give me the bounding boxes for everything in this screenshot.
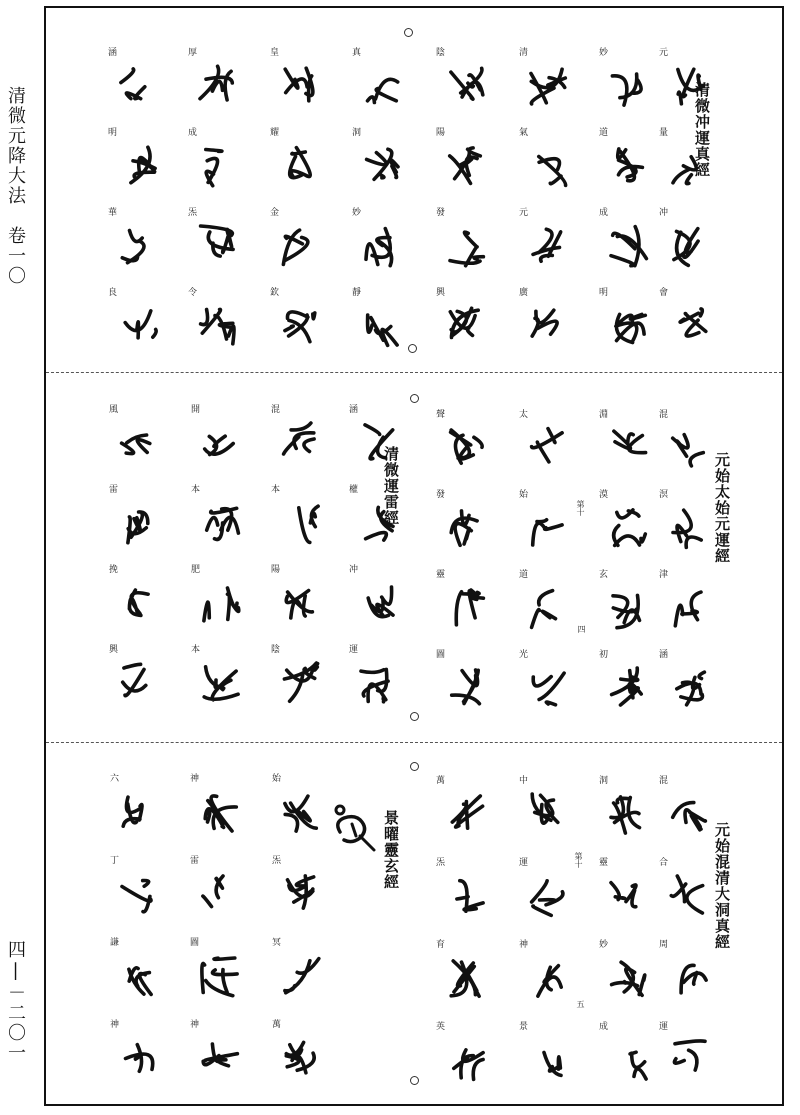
regular-script-annotation: 冲 bbox=[659, 208, 669, 218]
regular-script-annotation: 光 bbox=[519, 650, 529, 660]
seal-glyph-cell bbox=[105, 485, 161, 565]
regular-script-annotation: 神 bbox=[190, 774, 200, 784]
seal-glyph-cell bbox=[104, 48, 160, 128]
regular-script-annotation: 風 bbox=[109, 405, 119, 415]
seal-glyph-cell bbox=[595, 776, 651, 858]
regular-script-annotation: 神 bbox=[110, 1020, 120, 1030]
seal-glyph-cell bbox=[104, 288, 160, 368]
page-number: 四|－二〇一 bbox=[5, 940, 26, 1063]
seal-glyph-cell bbox=[345, 565, 401, 645]
binding-hole bbox=[410, 394, 419, 403]
seal-glyph-cell bbox=[655, 208, 711, 288]
seal-glyph-cell bbox=[266, 48, 322, 128]
seal-glyph-cell bbox=[266, 208, 322, 288]
regular-script-annotation: 周 bbox=[659, 940, 669, 950]
regular-script-annotation: 開 bbox=[191, 405, 201, 415]
regular-script-annotation: 成 bbox=[599, 1022, 609, 1032]
seal-glyph-cell bbox=[515, 776, 571, 858]
seal-glyph-cell bbox=[432, 208, 488, 288]
seal-glyph-cell bbox=[595, 858, 651, 940]
seal-glyph-cell bbox=[515, 48, 571, 128]
regular-script-annotation: 真 bbox=[352, 48, 362, 58]
regular-script-annotation: 洞 bbox=[352, 128, 362, 138]
book-title-margin: 清微元降大法 卷一〇 bbox=[5, 86, 26, 286]
regular-script-annotation: 陰 bbox=[436, 48, 446, 58]
regular-script-annotation: 混 bbox=[659, 776, 669, 786]
seal-glyph-cell bbox=[267, 645, 323, 725]
seal-glyph-cell bbox=[515, 858, 571, 940]
regular-script-annotation: 漠 bbox=[599, 490, 609, 500]
regular-script-annotation: 涵 bbox=[108, 48, 118, 58]
seal-glyph-cell bbox=[515, 410, 571, 490]
seal-glyph-cell bbox=[432, 1022, 488, 1104]
regular-script-annotation: 運 bbox=[349, 645, 359, 655]
regular-script-annotation: 厚 bbox=[188, 48, 198, 58]
regular-script-annotation: 景 bbox=[519, 1022, 529, 1032]
seal-glyph-cell bbox=[345, 485, 401, 565]
regular-script-annotation: 圖 bbox=[190, 938, 200, 948]
seal-glyph-cell bbox=[266, 128, 322, 208]
seal-glyph-cell bbox=[187, 645, 243, 725]
regular-script-annotation: 明 bbox=[108, 128, 118, 138]
regular-script-annotation: 始 bbox=[272, 774, 282, 784]
regular-script-annotation: 英 bbox=[436, 1022, 446, 1032]
regular-script-annotation: 清 bbox=[519, 48, 529, 58]
regular-script-annotation: 洞 bbox=[599, 776, 609, 786]
sequence-note: 第十 bbox=[576, 500, 585, 516]
seal-glyph-cell bbox=[515, 128, 571, 208]
seal-glyph-cell bbox=[655, 858, 711, 940]
seal-glyph-cell bbox=[104, 208, 160, 288]
sequence-note: 四 bbox=[577, 625, 586, 633]
regular-script-annotation: 雷 bbox=[190, 856, 200, 866]
regular-script-annotation: 混 bbox=[271, 405, 281, 415]
binding-hole bbox=[410, 1076, 419, 1085]
seal-glyph-cell bbox=[345, 405, 401, 485]
seal-glyph-cell bbox=[655, 570, 711, 650]
seal-glyph-cell bbox=[267, 565, 323, 645]
section-title-yunlei: 清微運雷經 bbox=[382, 446, 400, 526]
regular-script-annotation: 太 bbox=[519, 410, 529, 420]
regular-script-annotation: 成 bbox=[599, 208, 609, 218]
seal-glyph-cell bbox=[432, 410, 488, 490]
seal-glyph-cell bbox=[184, 288, 240, 368]
section-divider-top bbox=[46, 372, 782, 373]
seal-glyph-cell bbox=[106, 856, 162, 938]
seal-glyph-cell bbox=[655, 490, 711, 570]
regular-script-annotation: 明 bbox=[599, 288, 609, 298]
seal-glyph-cell bbox=[595, 650, 651, 730]
regular-script-annotation: 靈 bbox=[599, 858, 609, 868]
regular-script-annotation: 成 bbox=[188, 128, 198, 138]
seal-glyph-cell bbox=[432, 490, 488, 570]
regular-script-annotation: 合 bbox=[659, 858, 669, 868]
regular-script-annotation: 興 bbox=[109, 645, 119, 655]
regular-script-annotation: 神 bbox=[190, 1020, 200, 1030]
regular-script-annotation: 本 bbox=[191, 645, 201, 655]
seal-glyph-cell bbox=[515, 1022, 571, 1104]
seal-glyph-special bbox=[330, 800, 378, 860]
regular-script-annotation: 初 bbox=[599, 650, 609, 660]
seal-glyph-cell bbox=[595, 490, 651, 570]
regular-script-annotation: 廣 bbox=[519, 288, 529, 298]
regular-script-annotation: 炁 bbox=[188, 208, 198, 218]
seal-glyph-cell bbox=[655, 650, 711, 730]
regular-script-annotation: 欽 bbox=[270, 288, 280, 298]
seal-glyph-cell bbox=[345, 645, 401, 725]
seal-glyph-cell bbox=[186, 774, 242, 856]
seal-glyph-cell bbox=[106, 1020, 162, 1102]
regular-script-annotation: 炁 bbox=[272, 856, 282, 866]
seal-glyph-cell bbox=[515, 288, 571, 368]
section-title-jingyao: 景曜靈玄經 bbox=[382, 810, 400, 890]
regular-script-annotation: 道 bbox=[599, 128, 609, 138]
regular-script-annotation: 陽 bbox=[271, 565, 281, 575]
regular-script-annotation: 冲 bbox=[349, 565, 359, 575]
seal-glyph-cell bbox=[187, 405, 243, 485]
seal-glyph-cell bbox=[186, 1020, 242, 1102]
binding-hole bbox=[410, 712, 419, 721]
regular-script-annotation: 量 bbox=[659, 128, 669, 138]
seal-glyph-cell bbox=[595, 940, 651, 1022]
regular-script-annotation: 陽 bbox=[436, 128, 446, 138]
regular-script-annotation: 妙 bbox=[599, 48, 609, 58]
seal-glyph-cell bbox=[595, 128, 651, 208]
regular-script-annotation: 靜 bbox=[352, 288, 362, 298]
seal-glyph-cell bbox=[187, 565, 243, 645]
seal-glyph-cell bbox=[105, 565, 161, 645]
regular-script-annotation: 中 bbox=[519, 776, 529, 786]
regular-script-annotation: 始 bbox=[519, 490, 529, 500]
seal-glyph-cell bbox=[515, 570, 571, 650]
regular-script-annotation: 權 bbox=[349, 485, 359, 495]
regular-script-annotation: 涵 bbox=[349, 405, 359, 415]
sequence-note: 第十 bbox=[574, 852, 583, 868]
regular-script-annotation: 圖 bbox=[436, 650, 446, 660]
regular-script-annotation: 運 bbox=[519, 858, 529, 868]
seal-glyph-cell bbox=[106, 774, 162, 856]
seal-glyph-cell bbox=[186, 856, 242, 938]
regular-script-annotation: 會 bbox=[659, 288, 669, 298]
sequence-note: 五 bbox=[576, 1000, 585, 1008]
regular-script-annotation: 本 bbox=[271, 485, 281, 495]
regular-script-annotation: 妙 bbox=[352, 208, 362, 218]
seal-glyph-cell bbox=[268, 856, 324, 938]
seal-glyph-cell bbox=[268, 938, 324, 1020]
seal-glyph-cell bbox=[595, 288, 651, 368]
regular-script-annotation: 玄 bbox=[599, 570, 609, 580]
regular-script-annotation: 元 bbox=[659, 48, 669, 58]
seal-glyph-cell bbox=[655, 410, 711, 490]
seal-glyph-cell bbox=[595, 570, 651, 650]
seal-glyph-cell bbox=[432, 776, 488, 858]
regular-script-annotation: 運 bbox=[659, 1022, 669, 1032]
regular-script-annotation: 淵 bbox=[599, 410, 609, 420]
seal-glyph-cell bbox=[655, 776, 711, 858]
regular-script-annotation: 靈 bbox=[436, 570, 446, 580]
seal-glyph-cell bbox=[432, 48, 488, 128]
regular-script-annotation: 皇 bbox=[270, 48, 280, 58]
seal-glyph-cell bbox=[348, 48, 404, 128]
binding-hole bbox=[408, 344, 417, 353]
regular-script-annotation: 冥 bbox=[272, 938, 282, 948]
seal-glyph-cell bbox=[515, 490, 571, 570]
seal-glyph-cell bbox=[595, 208, 651, 288]
section-title-hunqing: 元始混清大洞真經 bbox=[713, 822, 731, 950]
seal-glyph-cell bbox=[268, 774, 324, 856]
seal-glyph-cell bbox=[267, 485, 323, 565]
seal-glyph-cell bbox=[595, 1022, 651, 1104]
seal-glyph-cell bbox=[348, 208, 404, 288]
seal-glyph-cell bbox=[267, 405, 323, 485]
regular-script-annotation: 六 bbox=[110, 774, 120, 784]
seal-glyph-cell bbox=[432, 288, 488, 368]
regular-script-annotation: 良 bbox=[108, 288, 118, 298]
seal-glyph-cell bbox=[266, 288, 322, 368]
seal-glyph-cell bbox=[106, 938, 162, 1020]
seal-glyph-cell bbox=[515, 940, 571, 1022]
seal-glyph-cell bbox=[105, 645, 161, 725]
seal-glyph-cell bbox=[105, 405, 161, 485]
seal-glyph-cell bbox=[655, 48, 711, 128]
regular-script-annotation: 育 bbox=[436, 940, 446, 950]
seal-glyph-cell bbox=[595, 410, 651, 490]
regular-script-annotation: 本 bbox=[191, 485, 201, 495]
regular-script-annotation: 發 bbox=[436, 490, 446, 500]
seal-glyph-cell bbox=[184, 208, 240, 288]
regular-script-annotation: 肥 bbox=[191, 565, 201, 575]
seal-glyph-cell bbox=[348, 128, 404, 208]
seal-glyph-cell bbox=[655, 940, 711, 1022]
regular-script-annotation: 令 bbox=[188, 288, 198, 298]
seal-glyph-cell bbox=[432, 570, 488, 650]
regular-script-annotation: 萬 bbox=[436, 776, 446, 786]
regular-script-annotation: 氣 bbox=[519, 128, 529, 138]
seal-glyph-cell bbox=[186, 938, 242, 1020]
regular-script-annotation: 聲 bbox=[436, 410, 446, 420]
seal-glyph-cell bbox=[515, 650, 571, 730]
regular-script-annotation: 溟 bbox=[659, 490, 669, 500]
seal-glyph-cell bbox=[104, 128, 160, 208]
seal-glyph-cell bbox=[268, 1020, 324, 1102]
seal-glyph-cell bbox=[187, 485, 243, 565]
regular-script-annotation: 混 bbox=[659, 410, 669, 420]
seal-glyph-cell bbox=[515, 208, 571, 288]
regular-script-annotation: 丁 bbox=[110, 856, 120, 866]
regular-script-annotation: 陰 bbox=[271, 645, 281, 655]
regular-script-annotation: 炁 bbox=[436, 858, 446, 868]
section-title-chongyun: 清微冲運真經 bbox=[693, 82, 711, 178]
seal-glyph-cell bbox=[655, 1022, 711, 1104]
seal-glyph-cell bbox=[432, 650, 488, 730]
regular-script-annotation: 耀 bbox=[270, 128, 280, 138]
regular-script-annotation: 萬 bbox=[272, 1020, 282, 1030]
regular-script-annotation: 涵 bbox=[659, 650, 669, 660]
regular-script-annotation: 發 bbox=[436, 208, 446, 218]
regular-script-annotation: 雷 bbox=[109, 485, 119, 495]
seal-glyph-cell bbox=[184, 48, 240, 128]
regular-script-annotation: 興 bbox=[436, 288, 446, 298]
regular-script-annotation: 華 bbox=[108, 208, 118, 218]
seal-glyph-cell bbox=[655, 288, 711, 368]
binding-hole bbox=[404, 28, 413, 37]
binding-hole bbox=[410, 762, 419, 771]
regular-script-annotation: 謙 bbox=[110, 938, 120, 948]
regular-script-annotation: 挽 bbox=[109, 565, 119, 575]
regular-script-annotation: 金 bbox=[270, 208, 280, 218]
seal-glyph-cell bbox=[595, 48, 651, 128]
seal-glyph-cell bbox=[655, 128, 711, 208]
section-title-taishi: 元始太始元運經 bbox=[713, 452, 731, 564]
regular-script-annotation: 元 bbox=[519, 208, 529, 218]
regular-script-annotation: 道 bbox=[519, 570, 529, 580]
seal-glyph-cell bbox=[432, 128, 488, 208]
regular-script-annotation: 津 bbox=[659, 570, 669, 580]
seal-glyph-cell bbox=[432, 858, 488, 940]
regular-script-annotation: 妙 bbox=[599, 940, 609, 950]
seal-glyph-cell bbox=[348, 288, 404, 368]
regular-script-annotation: 神 bbox=[519, 940, 529, 950]
seal-glyph-cell bbox=[184, 128, 240, 208]
seal-glyph-cell bbox=[432, 940, 488, 1022]
section-divider-bottom bbox=[46, 742, 782, 743]
